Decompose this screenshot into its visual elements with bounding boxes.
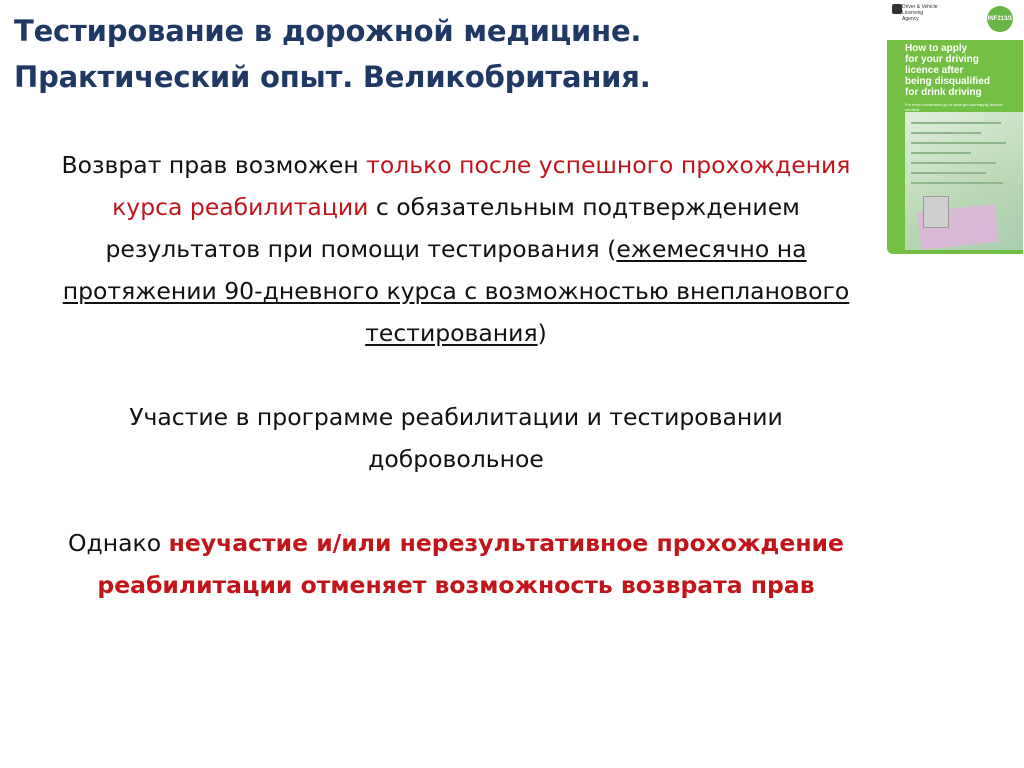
leaflet-code-badge: INF213/1 [987,6,1013,32]
slide-title [14,8,854,100]
form-line [911,132,981,134]
paragraph1-close: ) [537,319,547,347]
paragraph1-text-2: с обязательным подтверждением результатов при помощи тестирования ( [105,193,800,263]
paragraph1-highlight: только после успешного прохождения курса реабилитации [112,151,851,221]
photo-icon [923,196,949,228]
crest-icon [892,4,902,14]
paragraph1-underlined: ежемесячно на протяжении 90-дневного курса с возможностью внепланового тестирования [62,235,850,347]
paragraph-consequence [40,522,872,606]
paragraph-licence-return [40,144,872,354]
form-line [911,142,1006,144]
application-form-image [905,112,1023,250]
agency-line-2: Licensing [902,10,924,16]
leaflet-header [887,0,1023,40]
agency-line-1: Driver & Vehicle [902,4,938,10]
form-line [911,152,971,154]
paragraph1-text: Возврат прав возможен [61,151,367,179]
dvla-leaflet-image [887,0,1023,254]
form-line [911,182,1003,184]
slide-body [40,144,872,606]
leaflet-title-line-3: licence after [905,65,964,76]
form-line [911,172,986,174]
leaflet-title-line-5: for drink driving [905,87,982,98]
form-line [911,162,996,164]
agency-name [902,4,972,22]
slide-title-line-2: Практический опыт. Великобритания. [14,60,651,94]
leaflet-title-line-1: How to apply [905,43,968,54]
paragraph-voluntary: Участие в программе реабилитации и тестировании добровольное [129,403,783,473]
paragraph3-highlight: неучастие и/или нерезультативное прохождение реабилитации отменяет возможность возврата прав [97,529,844,599]
leaflet-title [905,43,1017,98]
form-line [911,122,1001,124]
leaflet-title-line-4: being disqualified [905,76,991,87]
agency-line-3: Agency [902,16,919,22]
slide-title-line-1: Тестирование в дорожной медицине. [14,14,642,48]
leaflet-link: For more information go to www.gov.uk/reapply-licence-revoked [905,102,1004,112]
paragraph3-text: Однако [68,529,169,557]
leaflet-title-line-2: for your driving [905,54,979,65]
